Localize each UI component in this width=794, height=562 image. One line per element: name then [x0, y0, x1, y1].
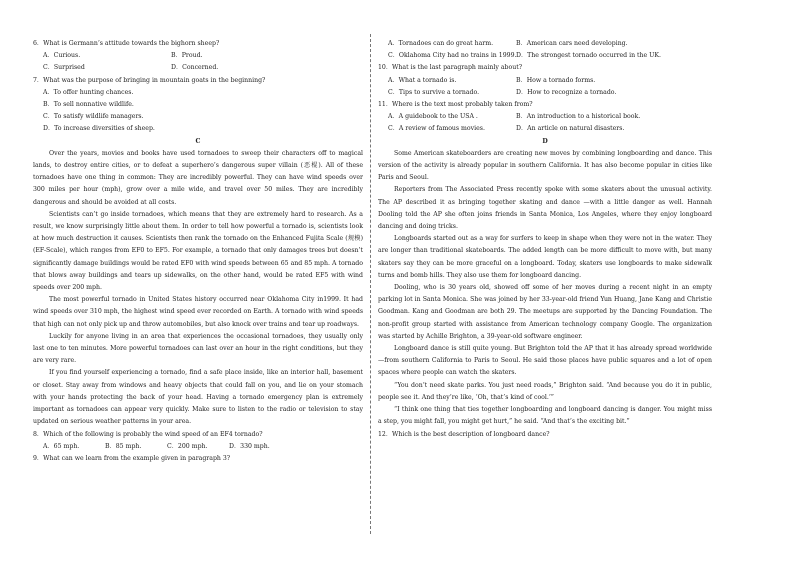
- option-b: B．85 mph.: [105, 442, 142, 450]
- question-6-options-cd: [43, 62, 363, 74]
- option-b: B．American cars need developing.: [516, 40, 628, 47]
- passage-d-paragraph-7: “I think one thing that ties together longboarding and longboard dancing is danger. You might miss a step, you might fall, you might get hurt,” he said. “And that’s the exciting bit.”: [378, 406, 712, 426]
- question-9-options-cd: [388, 50, 712, 62]
- option-d: D．330 mph.: [229, 442, 270, 450]
- passage-c-paragraph-4: Luckily for anyone living in an area that experiences the occasional tornadoes, they usually only last one to ten minutes. More powerful tornadoes can last over an hour in the right conditions, but they are very rare.: [33, 332, 363, 365]
- option-b: B．An introduction to a historical book.: [516, 113, 641, 121]
- left-column: [33, 38, 363, 465]
- passage-d-paragraph-4: Dooling, who is 30 years old, showed off some of her moves during a recent night in an empty parking lot in Santa Monica. She was joined by her 33-year-old friend Yun Huang, Jane Kang and Christie Goodman. Kang and Goodman are both 29. The meetups are supported by the Dancing Foundation. The non-profit group started with assistance from American technology company Google. The organization was started by Achille Brighton, a 39-year-old software engineer.: [378, 284, 712, 340]
- passage-c-paragraph-1: Over the years, movies and books have used tornadoes to sweep their characters off to magical lands, to destroy entire cities, or to defeat a superhero’s dangerous super villain (恶棍). All of these tornadoes have one thing in common: They are incredibly powerful. They can have wind speeds over 300 miles per hour (mph), grow over a mile wide, and travel over 50 miles. They are incredibly dangerous and should be avoided at all costs.: [33, 149, 363, 206]
- option-d: D．How to recognize a tornado.: [516, 88, 617, 96]
- question-11-options-ab: [388, 111, 712, 123]
- section-heading-d: D: [542, 137, 548, 145]
- option-d: D．Concerned.: [171, 64, 219, 72]
- question-6-options-ab: [43, 50, 363, 62]
- question-9-options-ab: [388, 38, 712, 50]
- right-column: [378, 38, 712, 441]
- option-a: A．65 mph.: [43, 442, 80, 450]
- question-10-options-cd: [388, 87, 712, 99]
- passage-d-paragraph-2: Reporters from The Associated Press recently spoke with some skaters about the unusual activity. The AP described it as bringing together skating and dance —with a little danger as well. Hannah Dooling told the AP she often joins friends in Santa Monica, Los Angeles, where they enjoy longboard dancing and doing tricks.: [378, 186, 712, 231]
- option-c: C．Oklahoma City had no trains in 1999.: [388, 52, 517, 60]
- passage-d-paragraph-6: “You don’t need skate parks. You just need roads,” Brighton said. “And because you do it in public, people see it. And they’re like, ‘Oh, that’s kind of cool.’”: [378, 381, 712, 401]
- question-6: 6．What is Germann’s attitude towards the bighorn sheep?: [33, 40, 220, 47]
- option-a: A．Tornadoes can do great harm.: [388, 40, 494, 47]
- option-a: A．What a tornado is.: [388, 76, 457, 84]
- passage-d-paragraph-3: Longboards started out as a way for surfers to keep in shape when they were not in the water. They are longer than traditional skateboards. The added length can be more difficult to move with, but many skaters say they can be more graceful on a longboard. Today, skaters use longboards to make sidewalk turns and bomb hills. They also use them for longboard dancing.: [378, 235, 712, 279]
- passage-c-paragraph-5: If you find yourself experiencing a tornado, find a safe place inside, like an interior hall, basement or closet. Stay away from windows and heavy objects that could fall on you, and lie on your stomach with your hands protecting the back of your head. Having a tornado emergency plan is extremely important as tornadoes can appear very quickly. Make sure to listen to the radio or television to stay updated on serious weather patterns in your area.: [33, 369, 363, 426]
- question-11-options-cd: [388, 123, 712, 135]
- passage-c-paragraph-3: The most powerful tornado in United States history occurred near Oklahoma City in1999. It had wind speeds over 310 mph, the highest wind speed ever recorded on Earth. A tornado with wind speeds that high can not only pick up and throw automobiles, but also knock over trains and tear up roadways.: [33, 296, 363, 328]
- option-b: B．How a tornado forms.: [516, 76, 596, 84]
- question-7: 7．What was the purpose of bringing in mountain goats in the beginning?: [33, 76, 266, 84]
- question-11: 11．Where is the text most probably taken from?: [378, 101, 533, 109]
- question-8: 8．Which of the following is probably the wind speed of an EF4 tornado?: [33, 430, 263, 438]
- option-b: B．Proud.: [171, 52, 203, 60]
- option-c: C．200 mph.: [167, 442, 208, 450]
- question-8-options: [43, 441, 363, 453]
- option-c: C．To satisfy wildlife managers.: [43, 113, 144, 121]
- option-a: A．A guidebook to the USA .: [388, 113, 478, 121]
- section-heading-c: C: [195, 137, 201, 145]
- question-12: 12．Which is the best description of longboard dance?: [378, 430, 550, 438]
- option-a: A．Curious.: [43, 52, 81, 60]
- option-b: B．To sell nonnative wildlife.: [43, 101, 134, 109]
- question-10-options-ab: [388, 75, 712, 87]
- option-d: D．To increase diversities of sheep.: [43, 125, 155, 133]
- option-c: C．Surprised: [43, 64, 85, 72]
- passage-c-paragraph-2: Scientists can’t go inside tornadoes, which means that they are extremely hard to research. As a result, we know surprisingly little about them. In order to tell how powerful a tornado is, scientists look at how much destruction it causes. Scientists then rank the tornado on the Enhanced Fujita Scale (规模) (EF-Scale), which ranges from EF0 to EF5. For example, a tornado that only damages trees but doesn’t significantly damage buildings would be rated EF0 with wind speeds between 65 and 85 mph. A tornado that blows away buildings and tears up sidewalks, on the other hand, would be rated EF5 with wind speeds over 200 mph.: [33, 210, 363, 292]
- question-10: 10．What is the last paragraph mainly about?: [378, 64, 523, 72]
- passage-d-paragraph-1: Some American skateboarders are creating new moves by combining longboarding and dance. This version of the activity is already popular in southern California. It has also become popular in cities like Paris and Seoul.: [378, 149, 712, 182]
- option-c: C．A review of famous movies.: [388, 125, 485, 133]
- passage-d-paragraph-5: Longboard dance is still quite young. But Brighton told the AP that it has already spread worldwide—from southern California to Paris to Seoul. He said those places have public squares and a lot of open spaces where people can watch the skaters.: [378, 345, 712, 377]
- option-a: A．To offer hunting chances.: [43, 88, 134, 96]
- column-divider: [370, 34, 371, 534]
- option-d: D．The strongest tornado occurred in the UK.: [516, 52, 661, 60]
- option-d: D．An article on natural disasters.: [516, 125, 625, 133]
- question-9: 9．What can we learn from the example given in paragraph 3?: [33, 454, 231, 462]
- option-c: C．Tips to survive a tornado.: [388, 88, 480, 96]
